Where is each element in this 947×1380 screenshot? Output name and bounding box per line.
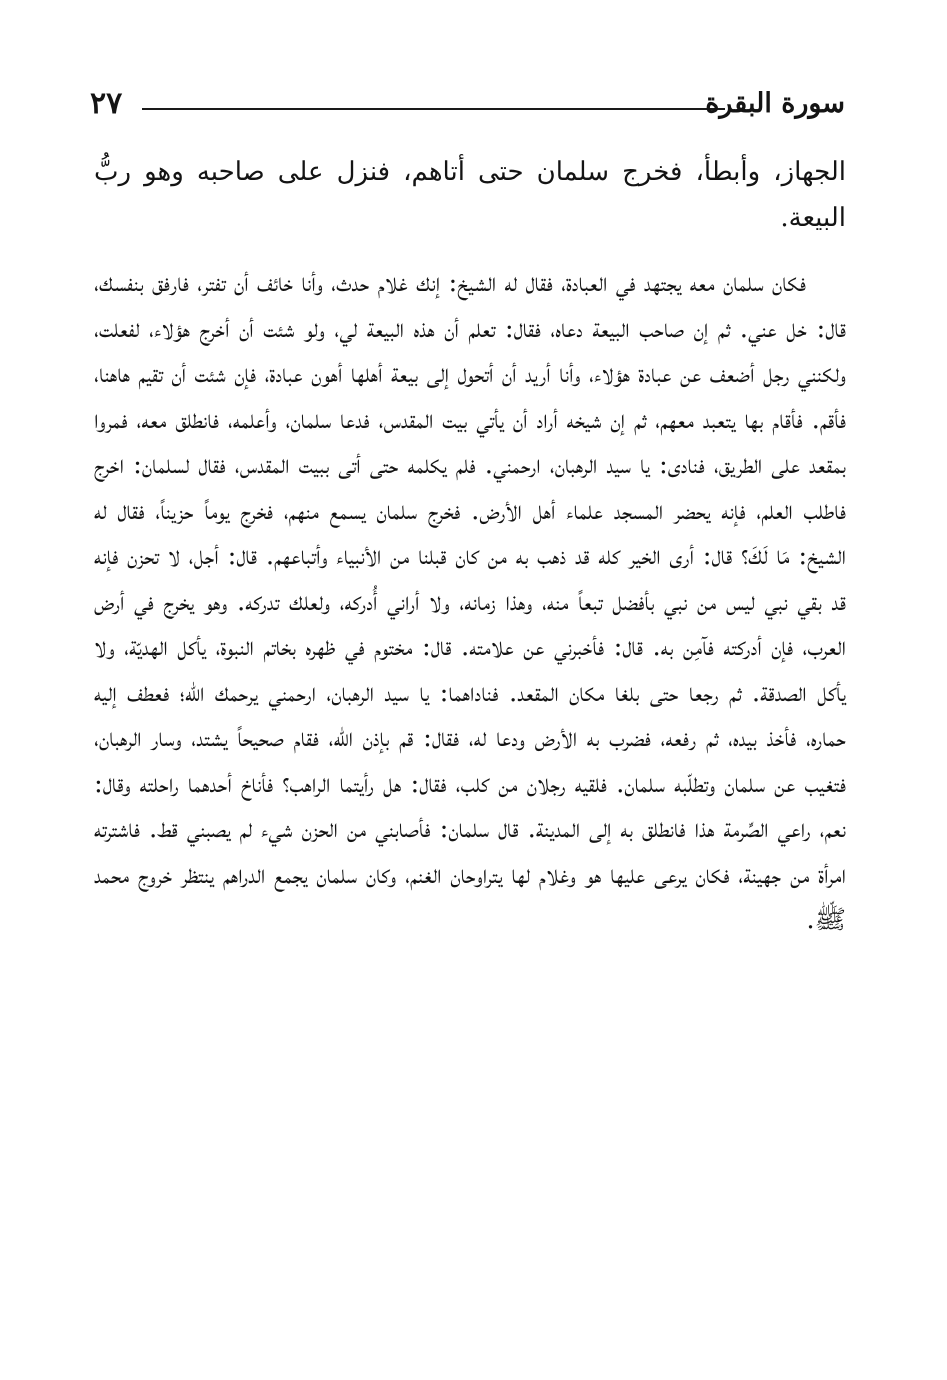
page-number: ٢٧ xyxy=(90,86,123,121)
paragraph: الجهاز، وأبطأ، فخرج سلمان حتى أتاهم، فنزل على صاحبه وهو ربُّ البيعة. xyxy=(94,157,846,233)
body-text xyxy=(94,150,846,944)
running-title: سورة البقرة xyxy=(705,88,845,119)
paragraph: فكان سلمان معه يجتهد في العبادة، فقال له الشيخ: إنك غلام حدث، وأنا خائف أن تفتر، فارفق بنفسك، قال: خل عني. ثم إن صاحب البيعة دعاه، فقال: تعلم أن هذه البيعة لي، ولو شئت أن أخرج هؤلاء، لفعلت، ولكنني رجل أضعف عن عبادة هؤلاء، وأنا أريد أن أتحول إلى بيعة أهلها أهون عبادة، فإن شئت أن تقيم هاهنا، فأقم. فأقام بها يتعبد معهم، ثم إن شيخه أراد أن يأتي بيت المقدس، فدعا سلمان، وأعلمه، فانطلق معه، فمروا بمقعد على الطريق، فنادى: يا سيد الرهبان، ارحمني. فلم يكلمه حتى أتى ببيت المقدس، فقال لسلمان: اخرج فاطلب العلم، فإنه يحضر المسجد علماء أهل الأرض. فخرج سلمان يسمع منهم، فخرج يوماً حزيناً، فقال له الشيخ: مَا لَكَ؟ قال: أرى الخير كله قد ذهب به من كان قبلنا من الأنبياء وأتباعهم. قال: أجل، لا تحزن فإنه قد بقي نبي ليس من نبي بأفضل تبعاً منه، وهذا زمانه، ولا أراني أُدركه، ولعلك تدركه. وهو يخرج في أرض العرب، فإن أدركته فآمِن به. قال: فأخبرني عن علامته. قال: مختوم في ظهره بخاتم النبوة، يأكل الهديّة، ولا يأكل الصدقة. ثم رجعا حتى بلغا مكان المقعد. فناداهما: يا سيد الرهبان، ارحمني يرحمك الله؛ فعطف إليه حماره، فأخذ بيده، ثم رفعه، فضرب به الأرض ودعا له، فقال: قم بإذن الله، فقام صحيحاً يشتد، وسار الرهبان، فتغيب عن سلمان وتطلّبه سلمان. فلقيه رجلان من كلب، فقال: هل رأيتما الراهب؟ فأناخ أحدهما راحلته وقال: نعم، راعي الصِّرمة هذا فانطلق به إلى المدينة. قال سلمان: فأصابني من الحزن شيء لم يصبني قط. فاشترته امرأة من جهينة، فكان يرعى عليها هو وغلام لها يتراوحان الغنم، وكان سلمان يجمع الدراهم ينتظر خروج محمد ﷺ. xyxy=(94,268,846,935)
header-rule xyxy=(142,108,725,110)
page-header xyxy=(90,84,845,130)
